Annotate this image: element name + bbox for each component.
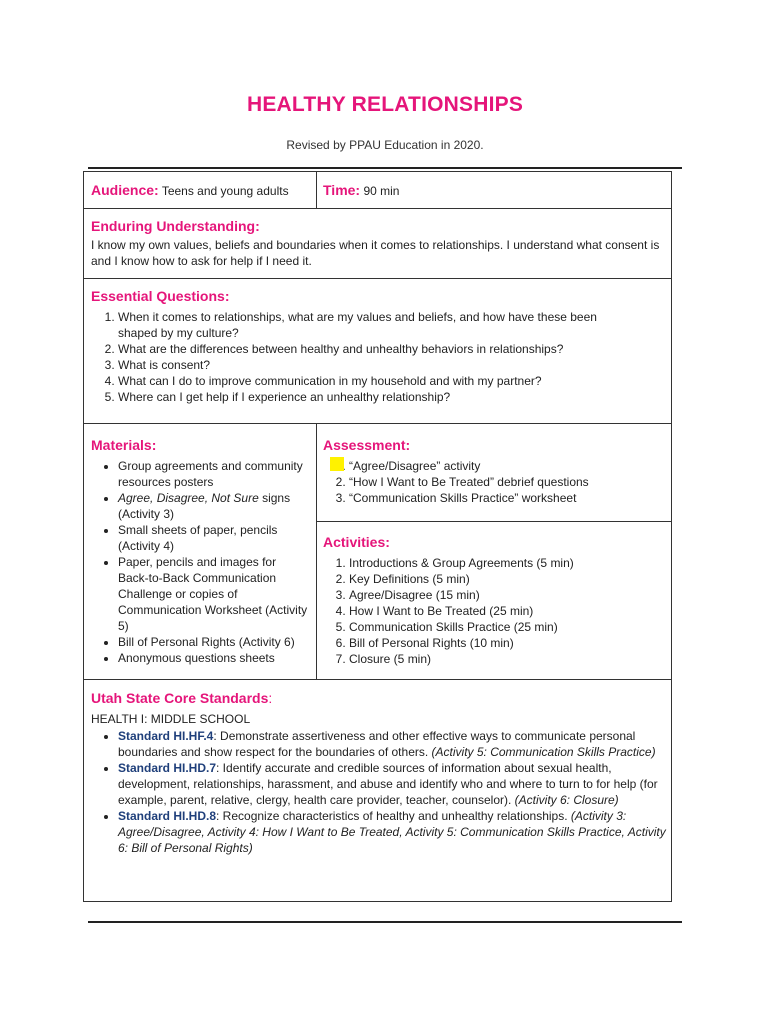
standards-list — [91, 728, 668, 856]
audience-cell — [84, 178, 316, 199]
highlight-mark — [330, 457, 344, 471]
enduring-text: I know my own values, beliefs and boundaries when it comes to relationships. I understand what consent is and I know how to ask for help if I need it. — [91, 238, 660, 268]
materials-item — [118, 490, 308, 522]
activities-label: Activities: — [323, 534, 390, 550]
question-item: 5. Where can I get help if I experience an unhealthy relationship? — [118, 389, 638, 405]
standards-label-colon: : — [268, 690, 273, 706]
question-item: 4. What can I do to improve communication in my household and with my partner? — [118, 373, 638, 389]
assessment-cell — [316, 433, 671, 506]
question-item: 3. What is consent? — [118, 357, 638, 373]
assessment-list — [323, 458, 664, 506]
row2-bottom-border — [84, 278, 671, 279]
standards-heading — [91, 690, 664, 707]
materials-item-italic: Agree, Disagree, Not Sure — [118, 491, 259, 505]
standard-text: : Demonstrate assertiveness and other effective ways to communicate personal boundaries and show respect for the boundaries of others. — [118, 729, 636, 759]
questions-label: Essential Questions: — [91, 288, 230, 304]
row3-bottom-border — [84, 423, 671, 424]
assessment-bottom-border — [316, 521, 671, 522]
time-label: Time: — [323, 182, 361, 198]
activity-item: 4. How I Want to Be Treated (25 min) — [349, 603, 664, 619]
bottom-rule — [88, 921, 682, 923]
assessment-item: 3. “Communication Skills Practice” worksheet — [349, 490, 664, 506]
materials-item: • Anonymous questions sheets — [118, 650, 308, 666]
standard-note: (Activity 6: Closure) — [514, 793, 619, 807]
activity-item: 1. Introductions & Group Agreements (5 min) — [349, 555, 664, 571]
question-item: 1. When it comes to relationships, what are my values and beliefs, and how have these been shaped by my culture? — [118, 309, 638, 341]
assessment-item — [349, 458, 664, 474]
materials-list — [91, 458, 308, 666]
standards-cell — [84, 686, 671, 856]
time-value: 90 min — [363, 184, 400, 198]
activity-item: 2. Key Definitions (5 min) — [349, 571, 664, 587]
standard-item — [118, 760, 668, 808]
materials-item: • Bill of Personal Rights (Activity 6) — [118, 634, 308, 650]
standard-text: : Identify accurate and credible sources of information about sexual health, development, relationships, harassment, and abuse and identify who and where to turn to for help (for example, parent, relative, clergy, health care provider, teacher, counselor). — [118, 761, 658, 807]
document-title: HEALTHY RELATIONSHIPS — [246, 93, 524, 116]
document-subtitle: Revised by PPAU Education in 2020. — [286, 138, 484, 152]
materials-item-rest: signs (Activity 3) — [118, 491, 291, 521]
lesson-overview-table — [83, 171, 672, 902]
enduring-cell — [84, 214, 671, 269]
question-item: 2. What are the differences between healthy and unhealthy behaviors in relationships? — [118, 341, 638, 357]
activity-item: 3. Agree/Disagree (15 min) — [349, 587, 664, 603]
materials-label: Materials: — [91, 437, 157, 453]
activity-item: 7. Closure (5 min) — [349, 651, 664, 667]
assessment-item: 2. “How I Want to Be Treated” debrief questions — [349, 474, 664, 490]
audience-label: Audience: — [91, 182, 159, 198]
materials-cell — [84, 433, 316, 666]
top-rule — [88, 167, 682, 169]
materials-item: • Paper, pencils and images for Back-to-Back Communication Challenge or copies of Communication Worksheet (Activity 5) — [118, 554, 308, 634]
activities-cell — [316, 530, 671, 667]
audience-value: Teens and young adults — [161, 184, 289, 198]
row4-bottom-border — [84, 679, 671, 680]
materials-item: • Group agreements and community resources posters — [118, 458, 308, 490]
standard-code: Standard HI.HD.8 — [118, 809, 217, 823]
materials-item: • Small sheets of paper, pencils (Activity 4) — [118, 522, 308, 554]
activity-item: 6. Bill of Personal Rights (10 min) — [349, 635, 664, 651]
questions-cell — [84, 284, 671, 405]
standard-item — [118, 728, 668, 760]
standard-code: Standard HI.HD.7 — [118, 761, 217, 775]
standards-subhead: HEALTH I: MIDDLE SCHOOL — [91, 712, 251, 726]
standard-code: Standard HI.HF.4 — [118, 729, 214, 743]
standard-note: (Activity 3: Agree/Disagree, Activity 4: How I Want to Be Treated, Activity 5: Communication Skills Practice, Activity 6: Bill of Personal Rights) — [118, 809, 666, 855]
questions-list — [91, 309, 638, 405]
standard-text: : Recognize characteristics of healthy and unhealthy relationships. — [216, 809, 571, 823]
time-cell — [316, 178, 671, 199]
standard-note: (Activity 5: Communication Skills Practice) — [431, 745, 656, 759]
activities-list — [323, 555, 664, 667]
row1-bottom-border — [84, 208, 671, 209]
standard-item — [118, 808, 668, 856]
enduring-label: Enduring Understanding: — [91, 218, 260, 234]
standards-label: Utah State Core Standards — [91, 690, 269, 706]
assessment-item-text: “Agree/Disagree” activity — [349, 459, 481, 473]
activity-item: 5. Communication Skills Practice (25 min) — [349, 619, 664, 635]
assessment-label: Assessment: — [323, 437, 411, 453]
